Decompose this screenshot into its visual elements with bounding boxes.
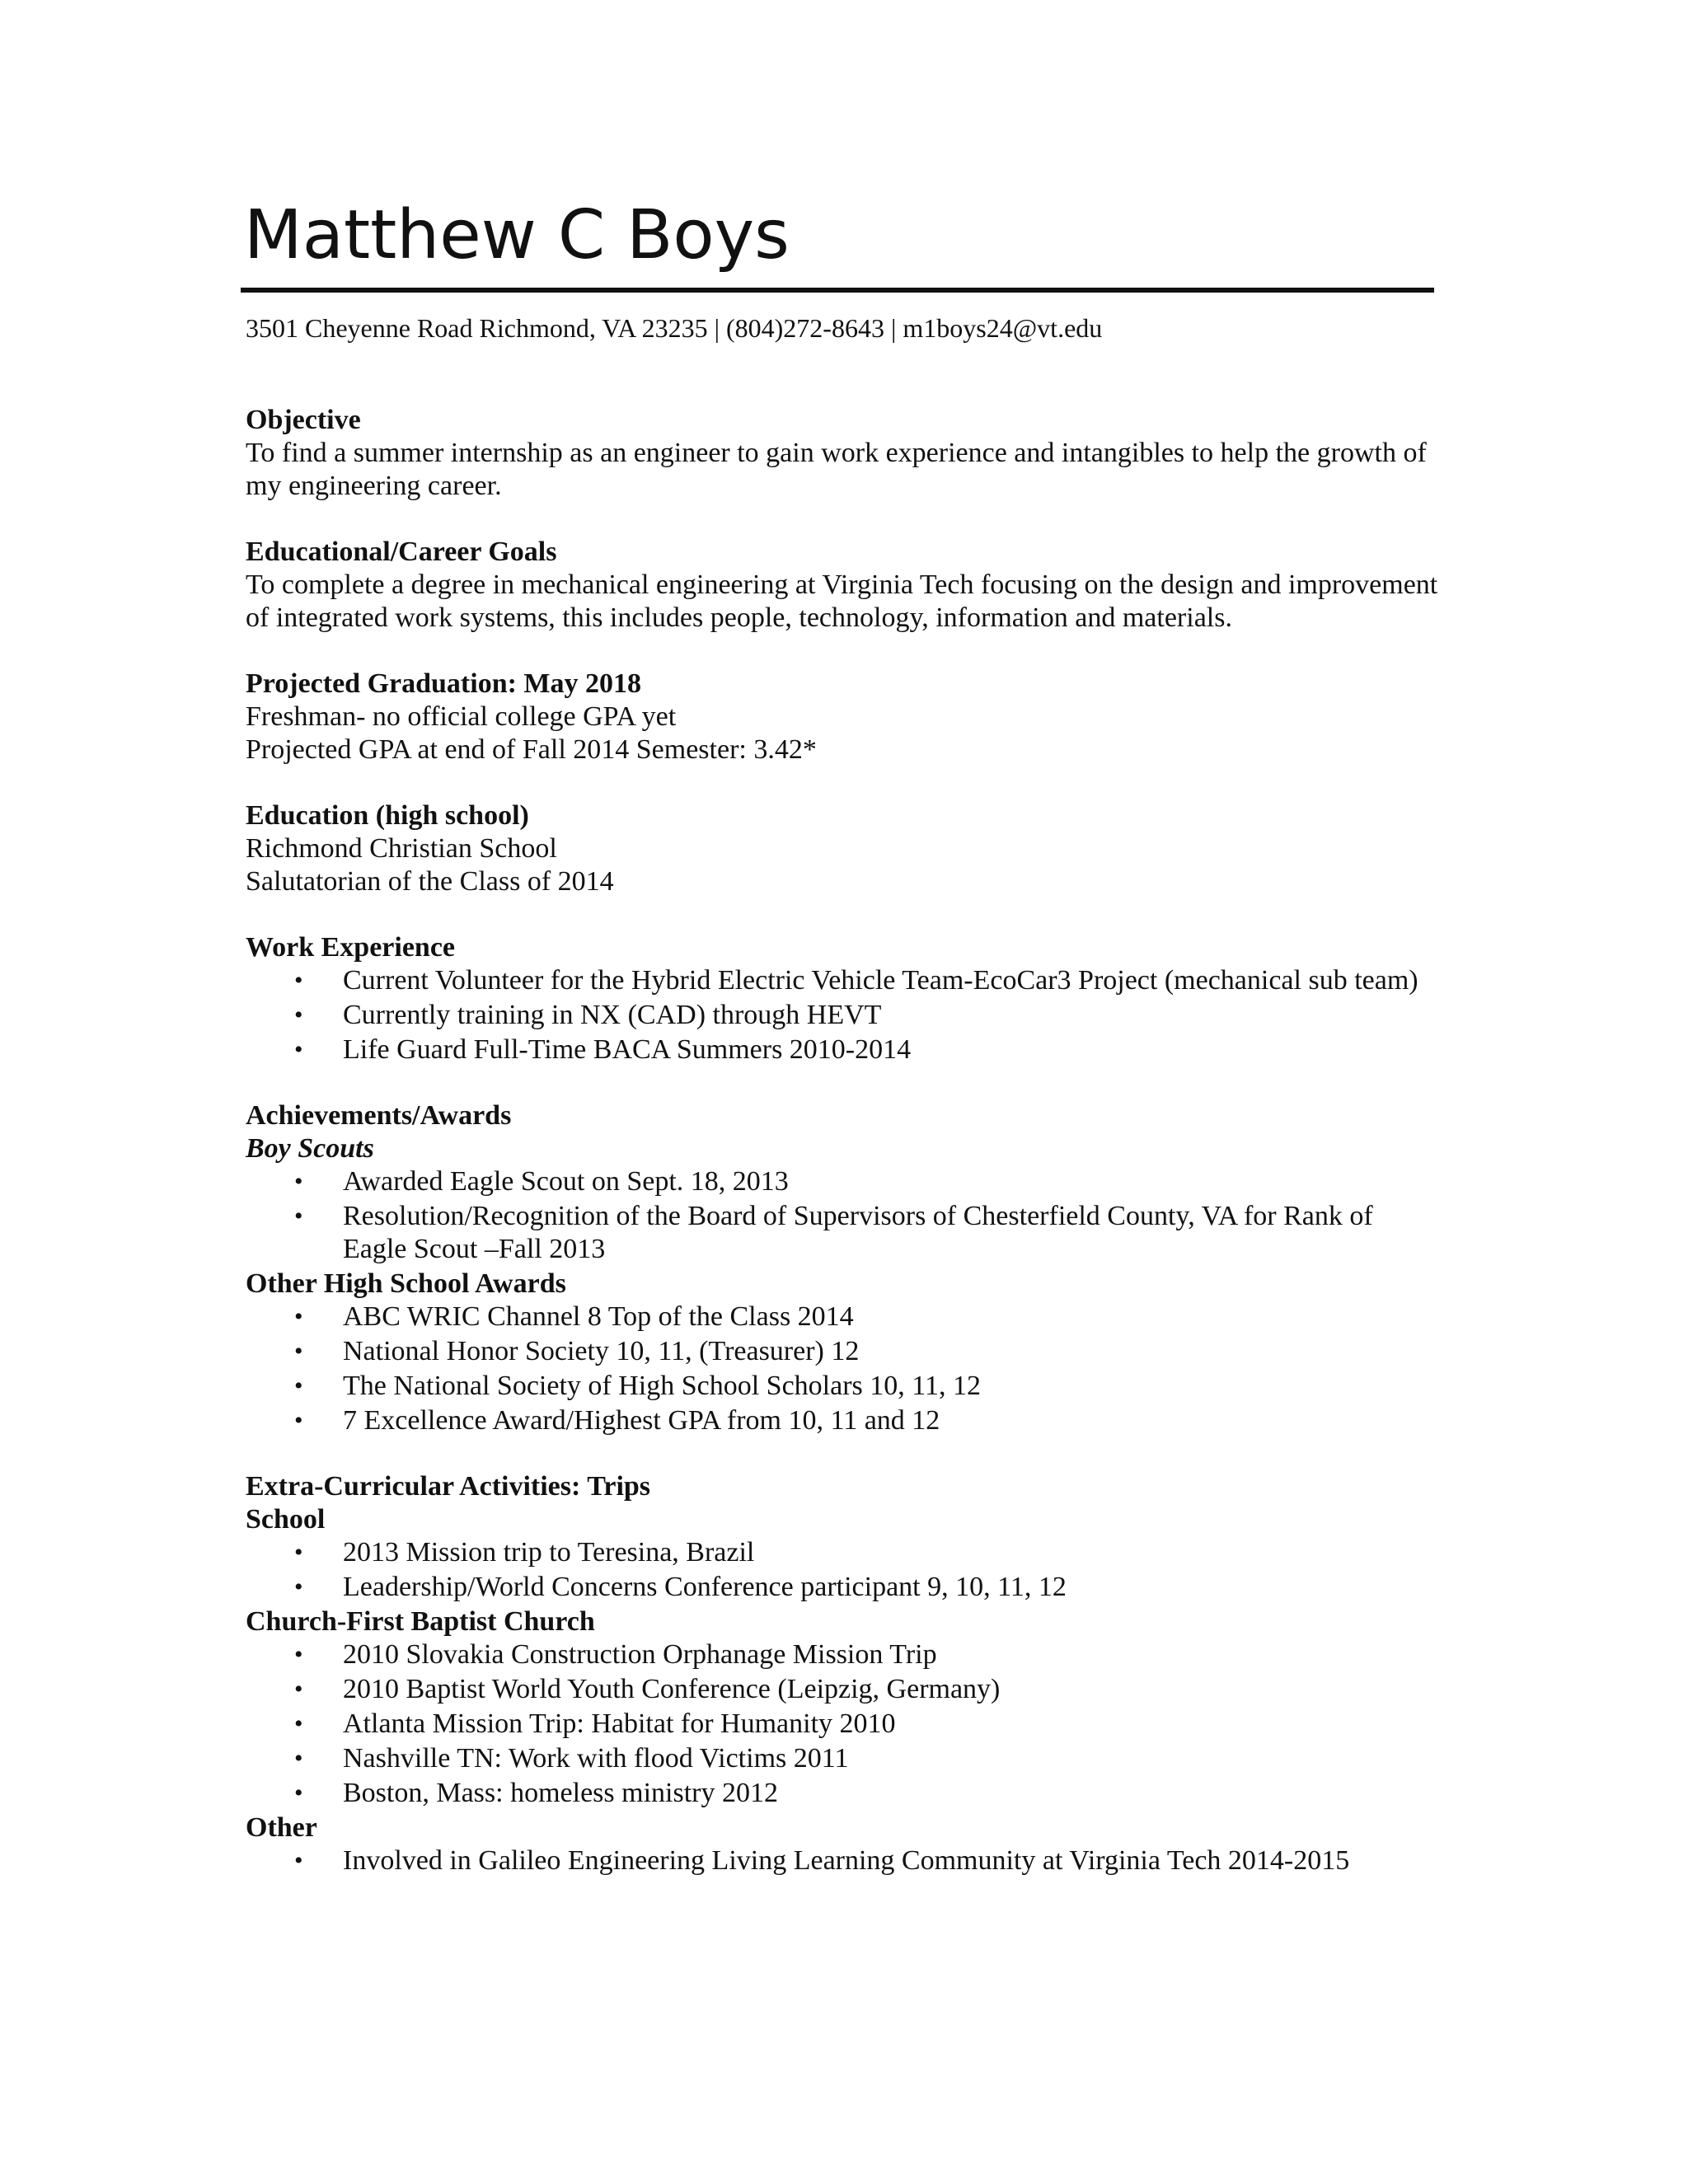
other-activities-list xyxy=(246,1844,1449,1877)
education-section xyxy=(246,799,1449,898)
bullet-icon: • xyxy=(294,1338,303,1365)
list-item xyxy=(246,1301,1449,1333)
list-item-text: 7 Excellence Award/Highest GPA from 10, 11 and 12 xyxy=(343,1405,940,1436)
graduation-section xyxy=(246,668,1449,766)
list-item xyxy=(246,1536,1449,1569)
list-item xyxy=(246,1777,1449,1810)
bullet-icon: • xyxy=(294,1036,303,1063)
bullet-icon: • xyxy=(294,1573,303,1601)
list-item xyxy=(246,1200,1449,1266)
header-rule xyxy=(241,288,1434,293)
list-item-text: Involved in Galileo Engineering Living Learning Community at Virginia Tech 2014-2015 xyxy=(343,1845,1350,1876)
list-item-text: Atlanta Mission Trip: Habitat for Humanity 2010 xyxy=(343,1708,896,1739)
list-item-text: Resolution/Recognition of the Board of Supervisors of Chesterfield County, VA for Rank of Eagle Scout –Fall 2013 xyxy=(343,1201,1373,1264)
work-list xyxy=(246,964,1449,1066)
boy-scouts-subheading: Boy Scouts xyxy=(246,1133,374,1164)
list-item-text: The National Society of High School Scholars 10, 11, 12 xyxy=(343,1371,982,1401)
list-item-text: National Honor Society 10, 11, (Treasurer) 12 xyxy=(343,1336,860,1366)
activities-heading: Extra-Curricular Activities: Trips xyxy=(246,1471,651,1502)
list-item-text: Boston, Mass: homeless ministry 2012 xyxy=(343,1778,778,1808)
bullet-icon: • xyxy=(294,1407,303,1434)
list-item xyxy=(246,1638,1449,1671)
school-list xyxy=(246,1536,1449,1604)
objective-section xyxy=(246,404,1449,503)
list-item-text: ABC WRIC Channel 8 Top of the Class 2014 xyxy=(343,1301,854,1332)
list-item xyxy=(246,1673,1449,1706)
resume-name: Matthew C Boys xyxy=(244,196,790,274)
boy-scouts-list xyxy=(246,1165,1449,1266)
education-line: Salutatorian of the Class of 2014 xyxy=(246,866,614,897)
bullet-icon: • xyxy=(294,1168,303,1195)
list-item-text: 2010 Baptist World Youth Conference (Leipzig, Germany) xyxy=(343,1674,1001,1704)
bullet-icon: • xyxy=(294,1710,303,1737)
goals-heading: Educational/Career Goals xyxy=(246,537,557,567)
bullet-icon: • xyxy=(294,1675,303,1703)
achievements-section xyxy=(246,1099,1449,1437)
education-heading: Education (high school) xyxy=(246,800,529,831)
bullet-icon: • xyxy=(294,967,303,994)
list-item xyxy=(246,1742,1449,1775)
graduation-line: Freshman- no official college GPA yet xyxy=(246,701,677,732)
other-awards-list xyxy=(246,1301,1449,1437)
other-awards-subheading: Other High School Awards xyxy=(246,1268,566,1299)
goals-text: To complete a degree in mechanical engineering at Virginia Tech focusing on the design and improvement of integrated work systems, this includes people, technology, information and materials. xyxy=(246,569,1438,633)
list-item xyxy=(246,999,1449,1032)
list-item xyxy=(246,1165,1449,1198)
graduation-line: Projected GPA at end of Fall 2014 Semester: 3.42* xyxy=(246,734,817,765)
resume-body xyxy=(246,404,1449,1879)
bullet-icon: • xyxy=(294,1372,303,1399)
list-item-text: 2010 Slovakia Construction Orphanage Mission Trip xyxy=(343,1639,937,1670)
bullet-icon: • xyxy=(294,1202,303,1230)
list-item-text: Current Volunteer for the Hybrid Electric Vehicle Team-EcoCar3 Project (mechanical sub team) xyxy=(343,965,1418,996)
graduation-heading: Projected Graduation: May 2018 xyxy=(246,668,642,699)
work-heading: Work Experience xyxy=(246,932,456,963)
activities-section xyxy=(246,1470,1449,1877)
list-item xyxy=(246,1335,1449,1368)
bullet-icon: • xyxy=(294,1001,303,1029)
objective-text: To find a summer internship as an engineer to gain work experience and intangibles to help the growth of my engineering career. xyxy=(246,438,1427,501)
church-subheading: Church-First Baptist Church xyxy=(246,1606,595,1637)
bullet-icon: • xyxy=(294,1745,303,1772)
list-item xyxy=(246,1844,1449,1877)
list-item xyxy=(246,1571,1449,1604)
list-item-text: 2013 Mission trip to Teresina, Brazil xyxy=(343,1537,755,1568)
bullet-icon: • xyxy=(294,1847,303,1874)
contact-line: 3501 Cheyenne Road Richmond, VA 23235 | (804)272-8643 | m1boys24@vt.edu xyxy=(246,313,1103,343)
list-item xyxy=(246,964,1449,997)
church-list xyxy=(246,1638,1449,1810)
bullet-icon: • xyxy=(294,1539,303,1566)
work-section xyxy=(246,931,1449,1066)
list-item xyxy=(246,1033,1449,1066)
list-item-text: Currently training in NX (CAD) through HEVT xyxy=(343,1000,882,1030)
objective-heading: Objective xyxy=(246,405,361,435)
other-activities-subheading: Other xyxy=(246,1812,317,1843)
bullet-icon: • xyxy=(294,1779,303,1807)
bullet-icon: • xyxy=(294,1641,303,1668)
list-item-text: Leadership/World Concerns Conference participant 9, 10, 11, 12 xyxy=(343,1572,1067,1602)
list-item xyxy=(246,1404,1449,1437)
list-item-text: Life Guard Full-Time BACA Summers 2010-2014 xyxy=(343,1034,912,1065)
education-line: Richmond Christian School xyxy=(246,833,557,864)
school-subheading: School xyxy=(246,1504,326,1535)
list-item-text: Nashville TN: Work with flood Victims 2011 xyxy=(343,1743,849,1774)
achievements-heading: Achievements/Awards xyxy=(246,1100,512,1131)
list-item-text: Awarded Eagle Scout on Sept. 18, 2013 xyxy=(343,1166,789,1197)
list-item xyxy=(246,1708,1449,1741)
list-item xyxy=(246,1370,1449,1403)
bullet-icon: • xyxy=(294,1303,303,1330)
goals-section xyxy=(246,536,1449,635)
